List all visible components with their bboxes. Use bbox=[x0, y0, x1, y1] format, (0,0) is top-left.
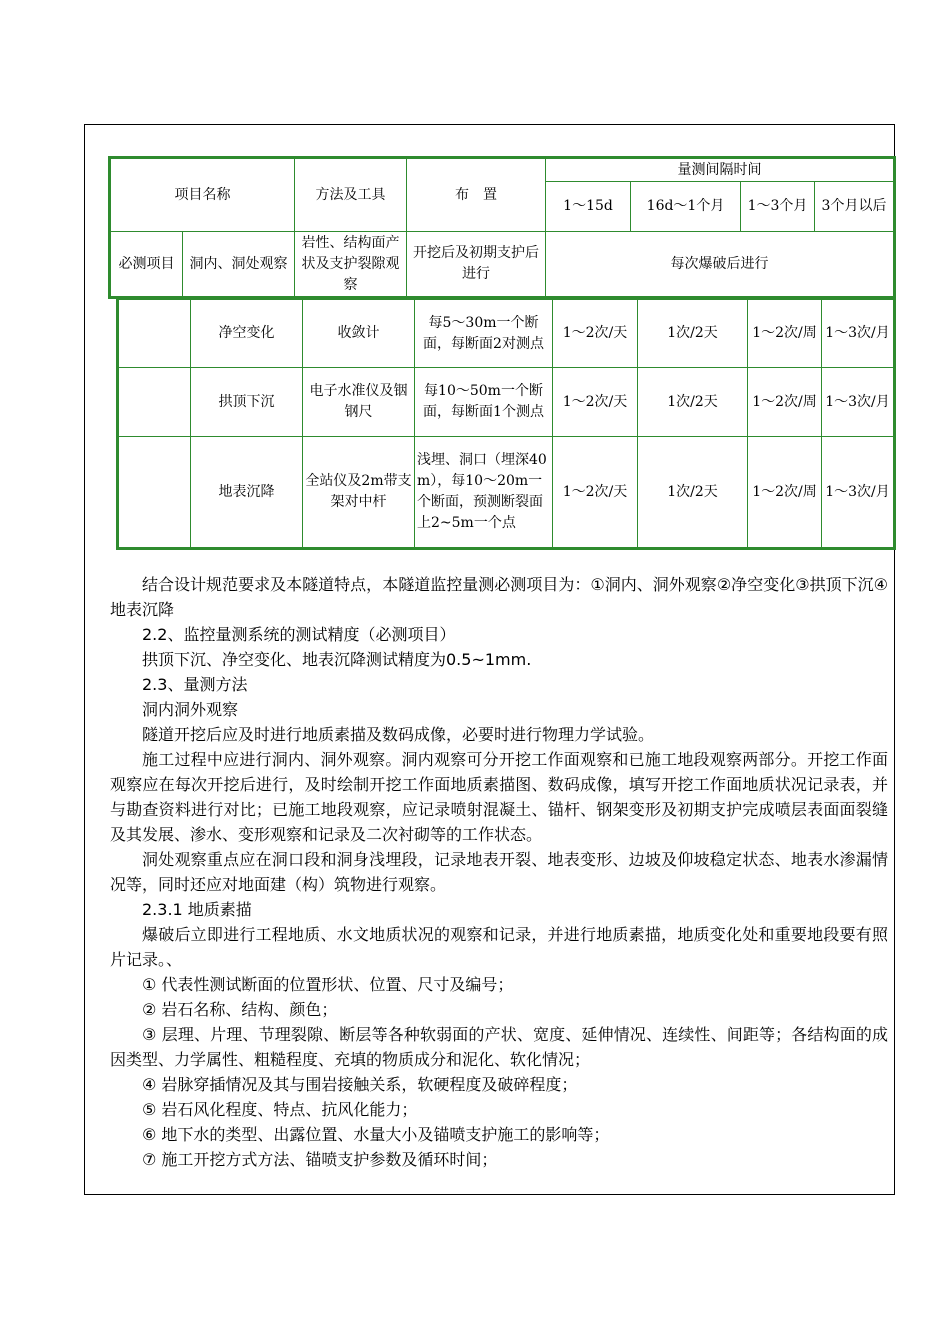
row-interval-4: 1～3次/月 bbox=[822, 368, 895, 437]
empty-cell bbox=[118, 368, 191, 437]
list-item: ② 岩石名称、结构、颜色； bbox=[142, 1000, 338, 1019]
row-observe-method: 岩性、结构面产状及支护裂隙观察 bbox=[295, 232, 407, 298]
paragraph: 隧道开挖后应及时进行地质素描及数码成像，必要时进行物理力学试验。 bbox=[142, 725, 655, 744]
paragraph: 结合设计规范要求及本隧道特点，本隧道监控量测必测项目为：①洞内、洞外观察②净空变化③拱顶下沉④地表沉降 bbox=[110, 575, 888, 619]
paragraph: 拱顶下沉、净空变化、地表沉降测试精度为0.5~1mm. bbox=[142, 650, 532, 669]
row-interval-1: 1～2次/天 bbox=[553, 368, 638, 437]
section-heading: 2.2、监控量测系统的测试精度（必测项目） bbox=[142, 625, 456, 644]
body-text bbox=[110, 572, 888, 1172]
header-interval: 量测间隔时间 bbox=[546, 158, 895, 182]
section-heading: 2.3、量测方法 bbox=[142, 675, 248, 694]
row-observe-layout: 开挖后及初期支护后进行 bbox=[407, 232, 546, 298]
row-method: 收敛计 bbox=[303, 299, 415, 368]
list-item: ⑤ 岩石风化程度、特点、抗风化能力； bbox=[142, 1100, 418, 1119]
row-layout: 浅埋、洞口（埋深40m），每10～20m一个断面，预测断裂面上2~5m一个点 bbox=[415, 437, 553, 549]
header-interval-2: 16d～1个月 bbox=[631, 182, 741, 232]
row-interval-3: 1～2次/周 bbox=[748, 437, 822, 549]
row-item: 净空变化 bbox=[191, 299, 303, 368]
row-interval-2: 1次/2天 bbox=[638, 437, 748, 549]
table-row bbox=[118, 299, 895, 368]
row-interval-3: 1～2次/周 bbox=[748, 299, 822, 368]
list-item: ④ 岩脉穿插情况及其与围岩接触关系，软硬程度及破碎程度； bbox=[142, 1075, 578, 1094]
monitoring-table-body bbox=[116, 297, 896, 550]
row-interval-4: 1～3次/月 bbox=[822, 437, 895, 549]
row-interval-4: 1～3次/月 bbox=[822, 299, 895, 368]
list-item: ③ 层理、片理、节理裂隙、断层等各种软弱面的产状、宽度、延伸情况、连续性、间距等；各结构面的成因类型、力学属性、粗糙程度、充填的物质成分和泥化、软化情况； bbox=[110, 1025, 888, 1069]
row-layout: 每10～50m一个断面，每断面1个测点 bbox=[415, 368, 553, 437]
header-interval-1: 1～15d bbox=[546, 182, 631, 232]
paragraph: 洞内洞外观察 bbox=[142, 700, 239, 719]
header-interval-3: 1～3个月 bbox=[741, 182, 815, 232]
table-row bbox=[118, 368, 895, 437]
monitoring-table-header bbox=[108, 156, 896, 299]
table-edge bbox=[108, 297, 116, 299]
section-heading: 2.3.1 地质素描 bbox=[142, 900, 252, 919]
paragraph: 施工过程中应进行洞内、洞外观察。洞内观察可分开挖工作面观察和已施工地段观察两部分。开挖工作面观察应在每次开挖后进行，及时绘制开挖工作面地质素描图、数码成像，填写开挖工作面地质状况记录表，并与勘查资料进行对比；已施工地段观察，应记录喷射混凝土、锚杆、钢架变形及初期支护完成喷层表面面裂缝及其发展、渗水、变形观察和记录及二次衬砌等的工作状态。 bbox=[110, 750, 888, 844]
paragraph: 洞处观察重点应在洞口段和洞身浅埋段，记录地表开裂、地表变形、边坡及仰坡稳定状态、地表水渗漏情况等，同时还应对地面建（构）筑物进行观察。 bbox=[110, 850, 888, 894]
row-interval-2: 1次/2天 bbox=[638, 299, 748, 368]
list-item: ⑥ 地下水的类型、出露位置、水量大小及锚喷支护施工的影响等； bbox=[142, 1125, 610, 1144]
row-method: 电子水准仪及铟钢尺 bbox=[303, 368, 415, 437]
row-category: 必测项目 bbox=[110, 232, 183, 298]
row-layout: 每5～30m一个断面，每断面2对测点 bbox=[415, 299, 553, 368]
row-interval-2: 1次/2天 bbox=[638, 368, 748, 437]
row-method: 全站仪及2m带支架对中杆 bbox=[303, 437, 415, 549]
row-item: 地表沉降 bbox=[191, 437, 303, 549]
row-interval-3: 1～2次/周 bbox=[748, 368, 822, 437]
header-item-name: 项目名称 bbox=[110, 158, 295, 232]
empty-cell bbox=[118, 299, 191, 368]
row-item: 拱顶下沉 bbox=[191, 368, 303, 437]
empty-cell bbox=[118, 437, 191, 549]
list-item: ① 代表性测试断面的位置形状、位置、尺寸及编号； bbox=[142, 975, 514, 994]
row-interval-1: 1～2次/天 bbox=[553, 437, 638, 549]
header-layout: 布 置 bbox=[407, 158, 546, 232]
paragraph: 爆破后立即进行工程地质、水文地质状况的观察和记录，并进行地质素描，地质变化处和重要地段要有照片记录。、 bbox=[110, 925, 888, 969]
row-observe-interval: 每次爆破后进行 bbox=[546, 232, 895, 298]
table-row bbox=[118, 437, 895, 549]
row-observe-item: 洞内、洞处观察 bbox=[183, 232, 295, 298]
header-interval-4: 3个月以后 bbox=[815, 182, 895, 232]
list-item: ⑦ 施工开挖方式方法、锚喷支护参数及循环时间； bbox=[142, 1150, 498, 1169]
row-interval-1: 1～2次/天 bbox=[553, 299, 638, 368]
header-method: 方法及工具 bbox=[295, 158, 407, 232]
